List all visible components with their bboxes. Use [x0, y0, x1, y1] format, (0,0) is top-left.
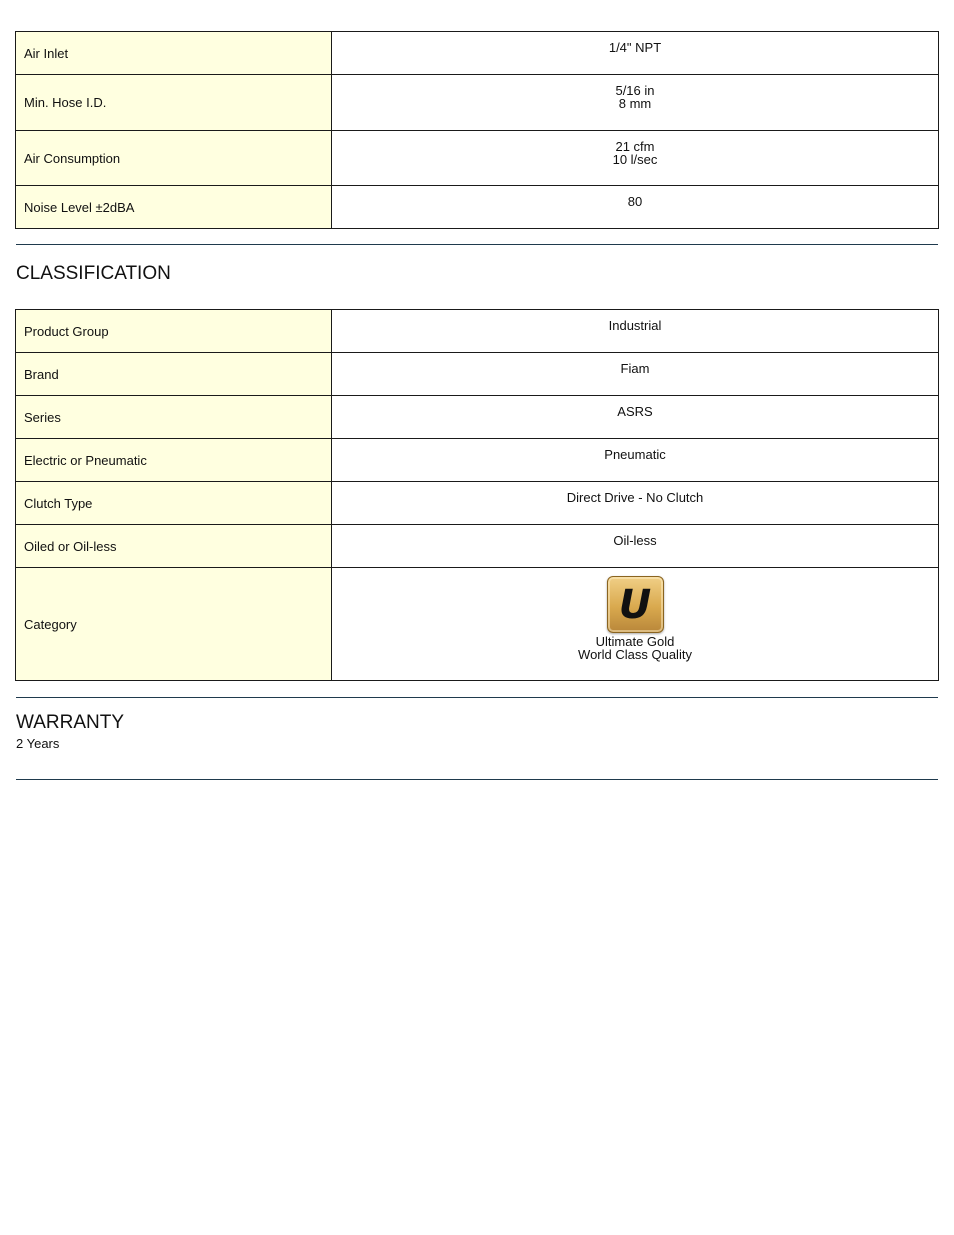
- spec-value-line: Oil-less: [613, 533, 657, 548]
- warranty-heading: WARRANTY: [16, 712, 125, 733]
- spec-label: Air Inlet: [16, 32, 332, 75]
- category-value: [332, 568, 939, 681]
- spec-value-line: Pneumatic: [604, 447, 666, 462]
- spec-value-line: 21 cfm: [615, 139, 655, 154]
- spec-label: Clutch Type: [16, 482, 332, 525]
- spec-value: [332, 75, 939, 131]
- spec-value: [332, 32, 939, 75]
- spec-value: [332, 186, 939, 229]
- spec-label: Noise Level ±2dBA: [16, 186, 332, 229]
- table-row: [16, 568, 939, 681]
- table-row: [16, 32, 939, 75]
- section-divider: [16, 779, 938, 780]
- spec-value: [332, 482, 939, 525]
- warranty-value: 2 Years: [16, 736, 60, 751]
- spec-value-line: Industrial: [608, 318, 662, 333]
- spec-value-line: 10 l/sec: [612, 152, 658, 167]
- category-line: Ultimate Gold: [595, 634, 675, 649]
- table-row: [16, 482, 939, 525]
- spec-value: [332, 353, 939, 396]
- spec-value-line: 5/16 in: [615, 83, 655, 98]
- table-row: [16, 353, 939, 396]
- spec-value-line: Fiam: [620, 361, 650, 376]
- classification-heading: CLASSIFICATION: [16, 263, 171, 284]
- ultimate-gold-badge-icon: [607, 576, 664, 633]
- classification-spec-table: [15, 309, 939, 681]
- spec-value: [332, 131, 939, 186]
- table-row: [16, 310, 939, 353]
- spec-label: Min. Hose I.D.: [16, 75, 332, 131]
- table-row: [16, 525, 939, 568]
- spec-value-line: 1/4" NPT: [608, 40, 662, 55]
- table-row: [16, 131, 939, 186]
- spec-label: Oiled or Oil-less: [16, 525, 332, 568]
- section-divider: [16, 697, 938, 698]
- spec-value: [332, 310, 939, 353]
- spec-label: Electric or Pneumatic: [16, 439, 332, 482]
- spec-value: [332, 525, 939, 568]
- spec-label: Category: [16, 568, 332, 681]
- spec-label: Series: [16, 396, 332, 439]
- spec-label: Air Consumption: [16, 131, 332, 186]
- spec-value-line: Direct Drive - No Clutch: [566, 490, 704, 505]
- spec-label: Product Group: [16, 310, 332, 353]
- table-row: [16, 396, 939, 439]
- section-divider: [16, 244, 938, 245]
- performance-spec-table: [15, 31, 939, 229]
- spec-label: Brand: [16, 353, 332, 396]
- spec-value-line: ASRS: [617, 404, 653, 419]
- spec-value: [332, 439, 939, 482]
- spec-value: [332, 396, 939, 439]
- table-row: [16, 75, 939, 131]
- badge-letter: U: [618, 581, 652, 628]
- category-line: World Class Quality: [578, 647, 692, 662]
- table-row: [16, 186, 939, 229]
- table-row: [16, 439, 939, 482]
- spec-value-line: 80: [627, 194, 643, 209]
- spec-value-line: 8 mm: [618, 96, 652, 111]
